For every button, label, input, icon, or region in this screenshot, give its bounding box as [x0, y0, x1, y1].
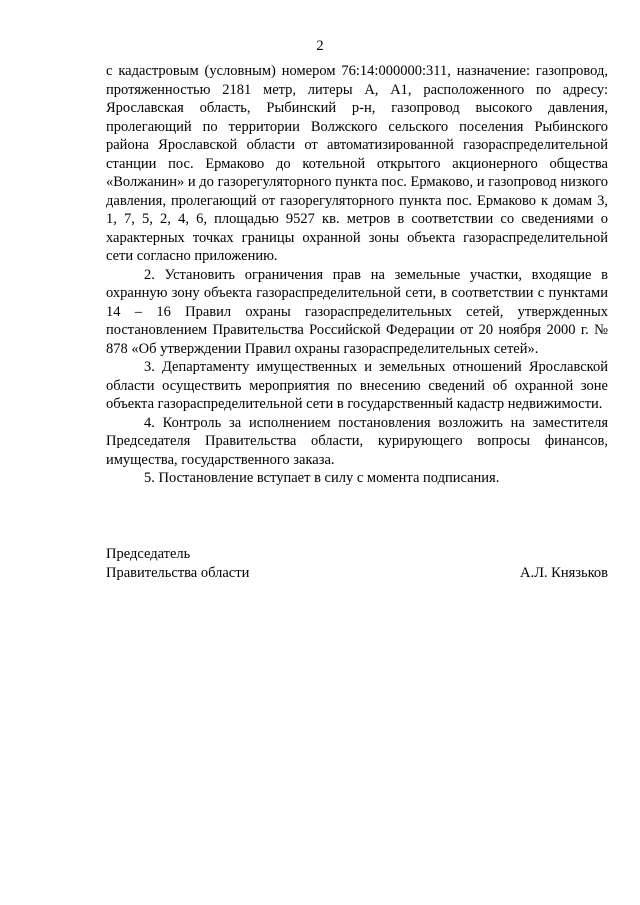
- signatory-name: А.Л. Князьков: [519, 564, 608, 581]
- paragraph-continuation: с кадастровым (условным) номером 76:14:000000:311, назначение: газопровод, протяженностью 2181 метр, литеры А, А1, расположенного по адресу: Ярославская область, Рыбинский р-н, газопровод высокого давления, пролегающий по территории Волжского сельского поселения Рыбинского района Ярославской области от автоматизированной газораспределительной станции пос. Ермаково до котельной открытого акционерного общества «Волжанин» и до газорегуляторного пункта пос. Ермаково, и газопровод низкого давления, пролегающий от газорегуляторного пункта пос. Ермаково к домам 3, 1, 7, 5, 2, 4, 6, площадью 9527 кв. метров в соответствии со сведениями о характерных точках границы охранной зоны объекта газораспределительной сети согласно приложению.: [106, 63, 608, 264]
- paragraph-4: 4. Контроль за исполнением постановления возложить на заместителя Председателя Правительства области, курирующего вопросы финансов, имущества, государственного заказа.: [106, 414, 608, 468]
- signatory-title-line1: Председатель: [106, 546, 191, 562]
- document-body: [106, 62, 608, 488]
- paragraph-2: 2. Установить ограничения прав на земельные участки, входящие в охранную зону объекта газораспределительной сети, в соответствии с пунктами 14 – 16 Правил охраны газораспределительных сетей, утвержденных постановлением Правительства Российской Федерации от 20 ноября 2000 г. № 878 «Об утверждении Правил охраны газораспределительных сетей».: [106, 266, 608, 357]
- signature-block: [106, 545, 608, 582]
- signature-row: [106, 564, 608, 583]
- paragraph-3: 3. Департаменту имущественных и земельных отношений Ярославской области осуществить мероприятия по внесению сведений об охранной зоне объекта газораспределительной сети в государственный кадастр недвижимости.: [106, 359, 608, 412]
- signatory-title-line2: Правительства области: [106, 564, 250, 581]
- page-number: 2: [316, 38, 324, 54]
- paragraph-5: 5. Постановление вступает в силу с момента подписания.: [144, 470, 500, 486]
